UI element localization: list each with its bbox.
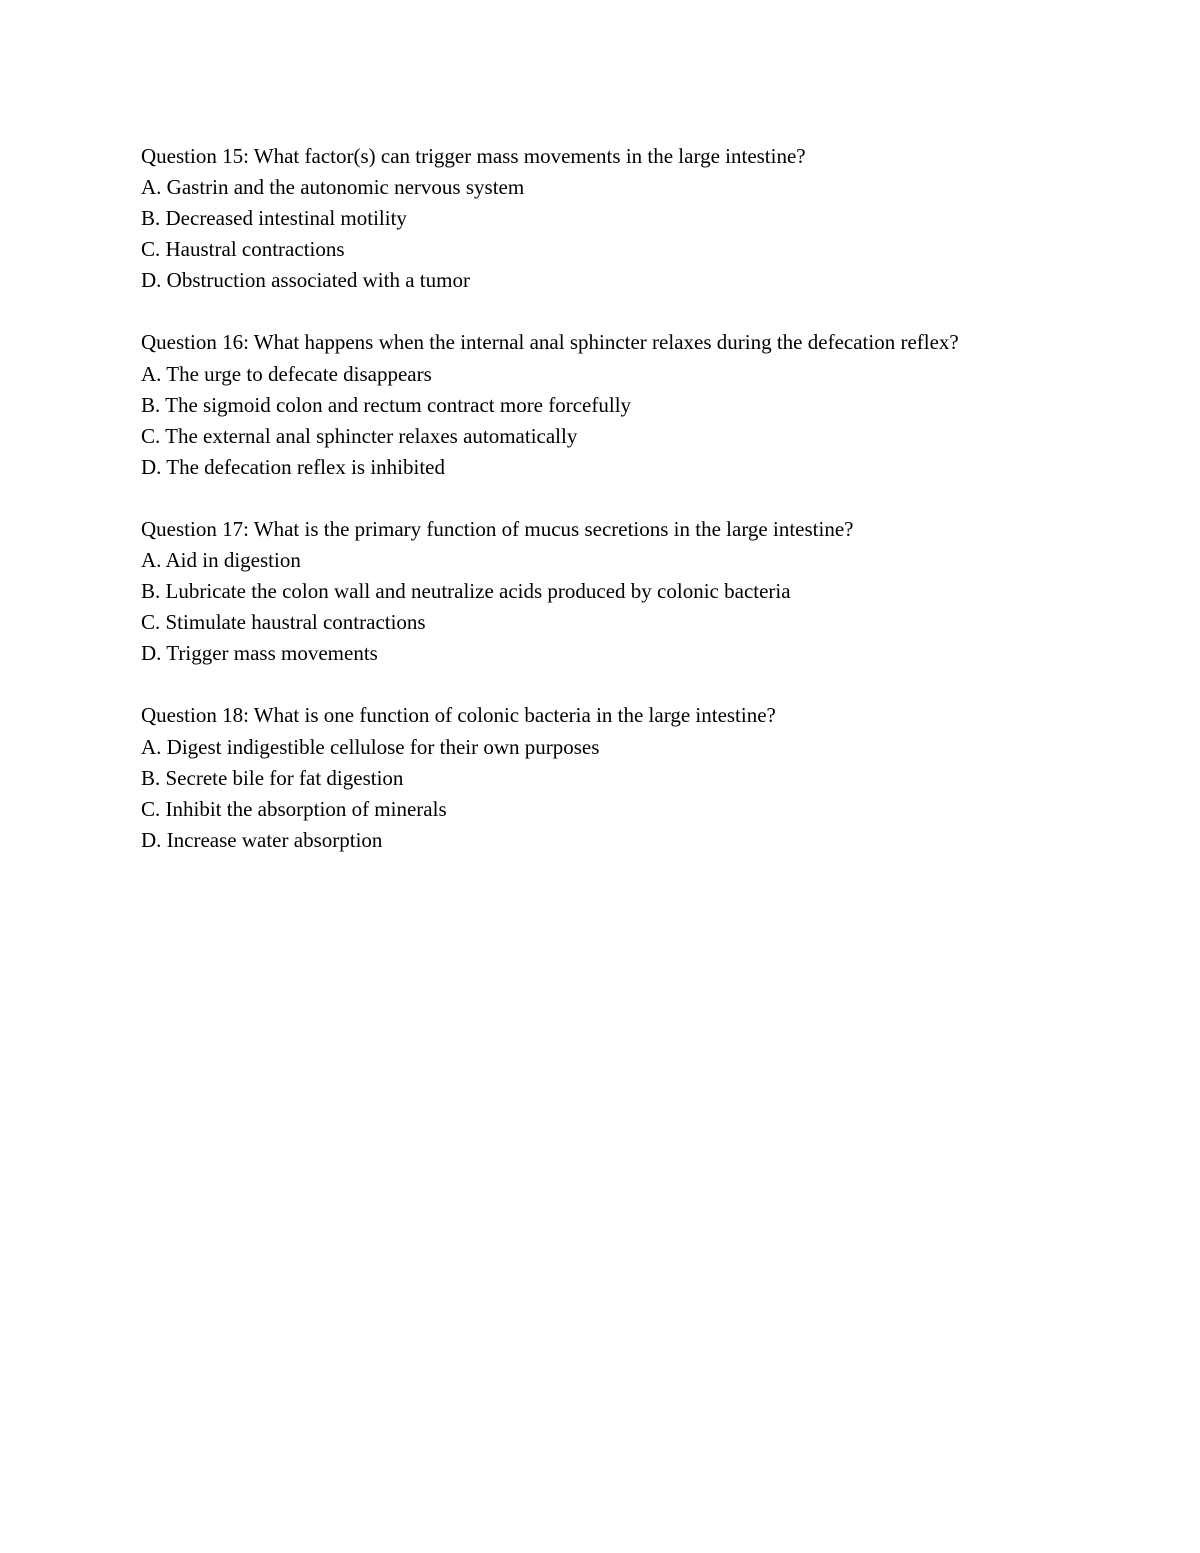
question-block-18 — [141, 700, 1101, 855]
question-16-option-d: D. The defecation reflex is inhibited — [141, 454, 446, 479]
question-16-option-c: C. The external anal sphincter relaxes automatically — [141, 423, 578, 448]
document-content — [141, 141, 1101, 887]
question-block-17 — [141, 514, 1101, 669]
question-17-option-a: A. Aid in digestion — [141, 548, 301, 573]
question-17-option-b: B. Lubricate the colon wall and neutralize acids produced by colonic bacteria — [141, 579, 791, 604]
question-16-text: Question 16: What happens when the internal anal sphincter relaxes during the defecation reflex? — [141, 330, 959, 355]
question-18-option-a: A. Digest indigestible cellulose for their own purposes — [141, 734, 600, 759]
question-16-option-b: B. The sigmoid colon and rectum contract more forcefully — [141, 392, 632, 417]
question-15-option-b: B. Decreased intestinal motility — [141, 206, 407, 231]
question-block-15 — [141, 141, 1101, 296]
question-15-option-a: A. Gastrin and the autonomic nervous system — [141, 175, 525, 200]
question-16-option-a: A. The urge to defecate disappears — [141, 361, 432, 386]
question-18-option-c: C. Inhibit the absorption of minerals — [141, 796, 447, 821]
question-15-text: Question 15: What factor(s) can trigger mass movements in the large intestine? — [141, 144, 806, 168]
question-18-option-b: B. Secrete bile for fat digestion — [141, 765, 404, 790]
question-17-option-c: C. Stimulate haustral contractions — [141, 610, 426, 635]
question-15-option-c: C. Haustral contractions — [141, 237, 345, 262]
question-18-option-d: D. Increase water absorption — [141, 827, 383, 852]
question-18-text: Question 18: What is one function of colonic bacteria in the large intestine? — [141, 703, 776, 728]
question-17-option-d: D. Trigger mass movements — [141, 641, 378, 666]
question-15-option-d: D. Obstruction associated with a tumor — [141, 268, 470, 293]
question-17-text: Question 17: What is the primary function of mucus secretions in the large intestine? — [141, 516, 854, 541]
question-block-16 — [141, 327, 1101, 482]
